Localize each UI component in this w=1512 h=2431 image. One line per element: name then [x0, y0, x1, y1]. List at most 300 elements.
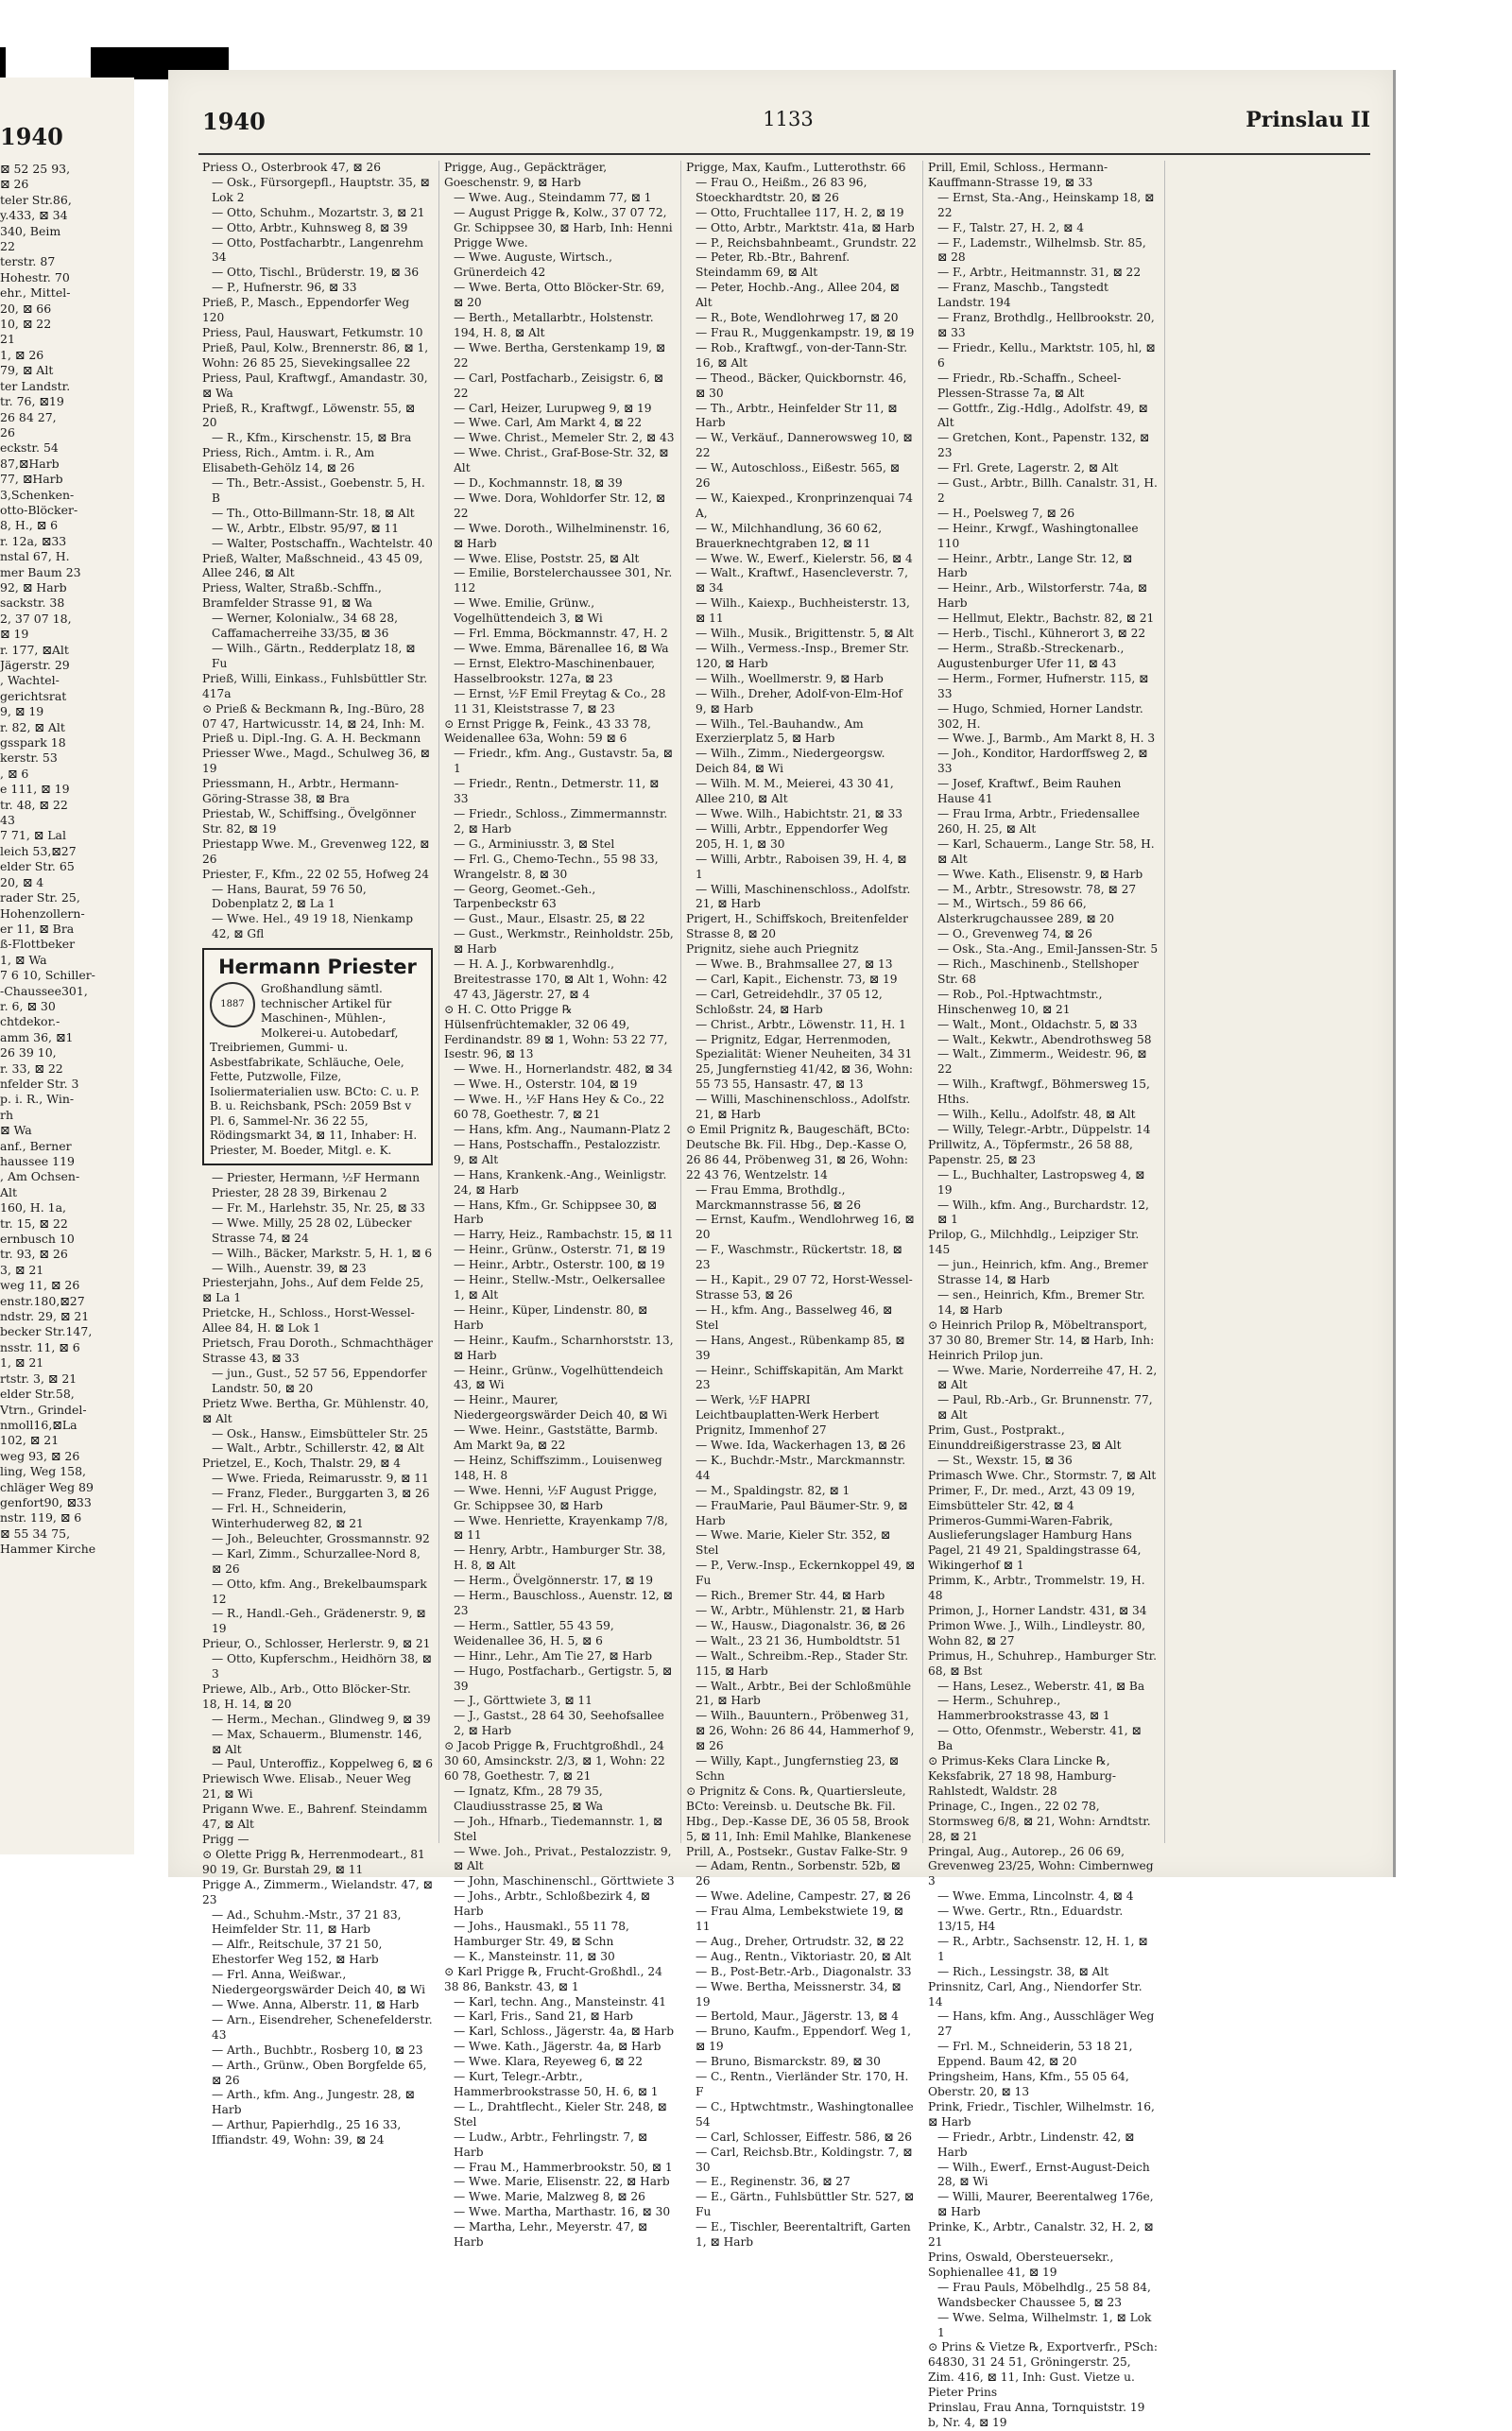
- directory-entry: — Wwe. Hel., 49 19 18, Nienkamp 42, ⊠ Gfl: [212, 912, 413, 941]
- directory-entry: — Carl, Kapit., Eichenstr. 73, ⊠ 19: [696, 972, 898, 986]
- directory-entry: — B., Post-Betr.-Arb., Diagonalstr. 33: [696, 1964, 912, 1978]
- directory-entry: — Friedr., Schloss., Zimmermannstr. 2, ⊠ Harb: [454, 806, 668, 836]
- directory-entry: — Friedr., Kellu., Marktstr. 105, hl, ⊠ 6: [937, 340, 1156, 370]
- directory-entry: — Wilh., Gärtn., Redderplatz 18, ⊠ Fu: [212, 642, 416, 670]
- directory-entry: — Friedr., Rb.-Schaffn., Scheel-Plessen-Strasse 7a, ⊠ Alt: [937, 371, 1122, 400]
- directory-entry: — Osk., Fürsorgepfl., Hauptstr. 35, ⊠ Lok 2: [212, 175, 430, 204]
- directory-entry: — Ernst, Kaufm., Wendlohrweg 16, ⊠ 20: [696, 1213, 915, 1242]
- left-page-line: haussee 119: [0, 1154, 76, 1168]
- left-page-year: 1940: [0, 123, 63, 150]
- left-page-line: 79, ⊠ Alt: [0, 363, 54, 378]
- directory-entry: — H. A. J., Korbwarenhdlg., Breitestrasse 170, ⊠ Alt 1, Wohn: 42 47 43, Jägerstr. 27, ⊠ 4: [454, 957, 668, 1001]
- left-page-line: p. i. R., Win-: [0, 1092, 75, 1107]
- directory-entry: — Hans, Krankenk.-Ang., Weinligstr. 24, ⊠ Harb: [454, 1167, 667, 1197]
- left-page-line: ⊠ Wa: [0, 1123, 32, 1138]
- directory-entry: — J., Gastst., 28 64 30, Seehofsallee 2, ⊠ Harb: [454, 1709, 664, 1738]
- left-page-line: kerstr. 53: [0, 750, 58, 766]
- left-page-line: 43: [0, 813, 15, 828]
- directory-entry: — Heinr., Arbtr., Lange Str. 12, ⊠ Harb: [937, 551, 1133, 580]
- directory-entry: — Wwe. Adeline, Campestr. 27, ⊠ 26: [696, 1889, 911, 1904]
- directory-entry: — H., Poelsweg 7, ⊠ 26: [937, 506, 1075, 520]
- directory-entry: — Frl. Anna, Weißwar., Niedergeorgswärder Deich 40, ⊠ Wi: [212, 1968, 426, 1997]
- directory-entry: — F., Arbtr., Heitmannstr. 31, ⊠ 22: [937, 266, 1142, 280]
- directory-entry: — Hugo, Postfacharb., Gertigstr. 5, ⊠ 39: [454, 1664, 673, 1693]
- directory-entry: Prigge A., Zimmerm., Wielandstr. 47, ⊠ 23: [202, 1877, 433, 1906]
- directory-entry: — Aug., Rentn., Viktoriastr. 20, ⊠ Alt: [696, 1949, 912, 1963]
- page-year: 1940: [202, 108, 266, 135]
- directory-entry: Priewe, Alb., Arb., Otto Blöcker-Str. 18, H. 14, ⊠ 20: [202, 1681, 411, 1711]
- directory-entry: — Karl, Zimm., Schurzallee-Nord 8, ⊠ 26: [212, 1546, 421, 1576]
- directory-entry: — Hans, Lesez., Weberstr. 41, ⊠ Ba: [937, 1679, 1145, 1693]
- directory-entry: Prinke, K., Arbtr., Canalstr. 32, H. 2, ⊠ 21: [928, 2220, 1154, 2250]
- priester-advertisement: [202, 948, 433, 1165]
- directory-entry: — W., Autoschloss., Eißestr. 565, ⊠ 26: [696, 461, 901, 491]
- directory-entry: — Wwe. Henriette, Krayenkamp 7/8, ⊠ 11: [454, 1513, 668, 1543]
- left-page-line: 87,⊠Harb: [0, 456, 60, 471]
- directory-entry: Pringsheim, Hans, Kfm., 55 05 64, Oberstr. 20, ⊠ 13: [928, 2070, 1129, 2098]
- directory-entry: — Martha, Lehr., Meyerstr. 47, ⊠ Harb: [454, 2220, 648, 2250]
- ad-seal-logo: 1887: [210, 982, 255, 1027]
- left-page-line: ter Landstr.: [0, 378, 71, 393]
- directory-entry: Priess, Paul, Hauswart, Fetkumstr. 10: [202, 325, 423, 339]
- directory-entry: — W., Kaiexped., Kronprinzenquai 74 A,: [696, 491, 914, 520]
- directory-entry: — G., Arminiusstr. 3, ⊠ Stel: [454, 836, 615, 851]
- directory-entry: — Priester, Hermann, ½F Hermann Priester, 28 28 39, Birkenau 2: [212, 1171, 421, 1200]
- left-page-line: nfelder Str. 3: [0, 1076, 79, 1091]
- directory-entry: — Friedr., Arbtr., Lindenstr. 42, ⊠ Harb: [937, 2129, 1135, 2159]
- directory-entry: — Hugo, Schmied, Horner Landstr. 302, H.: [937, 701, 1143, 731]
- directory-entry: — Frau O., Heißm., 26 83 96, Stoeckhardtstr. 20, ⊠ 26: [696, 175, 868, 204]
- directory-entry: — Christ., Arbtr., Löwenstr. 11, H. 1: [696, 1017, 906, 1031]
- left-page-line: gerichtsrat: [0, 688, 67, 703]
- directory-entry: — Paul, Unteroffiz., Koppelweg 6, ⊠ 6: [212, 1757, 433, 1771]
- directory-entry: — H., kfm. Ang., Basselweg 46, ⊠ Stel: [696, 1302, 893, 1332]
- left-page-line: terstr. 87: [0, 254, 56, 269]
- directory-entry: Pringal, Aug., Autorep., 26 06 69, Grevenweg 23/25, Wohn: Cimbernweg 3: [928, 1844, 1154, 1888]
- directory-entry: — Wwe. Marie, Norderreihe 47, H. 2, ⊠ Alt: [937, 1363, 1158, 1392]
- directory-entry: — Wwe. Bertha, Meissnerstr. 34, ⊠ 19: [696, 1979, 902, 2009]
- directory-entry: Primus, H., Schuhrep., Hamburger Str. 68, ⊠ Bst: [928, 1648, 1158, 1678]
- directory-entry: — Peter, Hochb.-Ang., Allee 204, ⊠ Alt: [696, 281, 900, 310]
- directory-entry: — W., Arbtr., Mühlenstr. 21, ⊠ Harb: [696, 1604, 904, 1617]
- directory-entry: — Frau Irma, Arbtr., Friedensallee 260, H. 25, ⊠ Alt: [937, 806, 1140, 836]
- directory-entry: — Th., Betr.-Assist., Goebenstr. 5, H. B: [212, 476, 425, 505]
- directory-entry: — Frau Pauls, Möbelhdlg., 25 58 84, Wandsbecker Chaussee 5, ⊠ 23: [937, 2280, 1151, 2309]
- directory-entry: — Wwe. Marie, Kieler Str. 352, ⊠ Stel: [696, 1528, 891, 1558]
- directory-entry: Priesser Wwe., Magd., Schulweg 36, ⊠ 19: [202, 747, 430, 776]
- directory-entry: Priessmann, H., Arbtr., Hermann-Göring-Strasse 38, ⊠ Bra: [202, 777, 399, 806]
- directory-entry: Prinslau, Frau Anna, Tornquiststr. 19 b, Nr. 4, ⊠ 19: [928, 2401, 1145, 2429]
- directory-entry: — Otto, kfm. Ang., Brekelbaumspark 12: [212, 1577, 427, 1606]
- left-page-fragment: [0, 78, 134, 1854]
- directory-entry: — Wilh., Bäcker, Markstr. 5, H. 1, ⊠ 6: [212, 1246, 433, 1260]
- directory-entry: — Wwe. Marie, Malzweg 8, ⊠ 26: [454, 2190, 645, 2204]
- directory-entry: — Walt., Arbtr., Schillerstr. 42, ⊠ Alt: [212, 1441, 424, 1456]
- directory-entry: — Franz, Fleder., Burggarten 3, ⊠ 26: [212, 1487, 430, 1501]
- directory-entry: ⊙ Prignitz & Cons. ℞, Quartiersleute, BCto: Vereinsb. u. Deutsche Bk. Fil. Hbg., Dep.-Kasse DE, 36 05 58, Brook 5, ⊠ 11, Inh: Emil Mahlke, Blankenese: [686, 1784, 912, 1843]
- directory-entry: Prinage, C., Ingen., 22 02 78, Stormsweg 6/8, ⊠ 21, Wohn: Arndtstr. 28, ⊠ 21: [928, 1799, 1151, 1843]
- directory-entry: — Herm., Straßb.-Streckenarb., Augustenburger Ufer 11, ⊠ 43: [937, 642, 1125, 670]
- directory-entry: — Osk., Sta.-Ang., Emil-Janssen-Str. 5: [937, 942, 1159, 957]
- directory-entry: — Heinr., Maurer, Niedergeorgswärder Deich 40, ⊠ Wi: [454, 1393, 668, 1422]
- directory-entry: — Karl, techn. Ang., Mansteinstr. 41: [454, 1994, 666, 2009]
- directory-entry: — W., Hausw., Diagonalstr. 36, ⊠ 26: [696, 1618, 906, 1632]
- directory-entry: — Wwe. Elise, Poststr. 25, ⊠ Alt: [454, 551, 640, 565]
- left-page-line: 7 6 10, Schiller-: [0, 968, 95, 983]
- directory-entry: — P., Reichsbahnbeamt., Grundstr. 22: [696, 235, 917, 250]
- directory-entry: — Wwe. H., Osterstr. 104, ⊠ 19: [454, 1078, 638, 1092]
- directory-entry: Priesterjahn, Johs., Auf dem Felde 25, ⊠ La 1: [202, 1276, 424, 1305]
- left-page-line: leich 53,⊠27: [0, 843, 77, 858]
- directory-entry: — Willy, Kapt., Jungfernstieg 23, ⊠ Schn: [696, 1754, 899, 1783]
- left-page-line: rtstr. 3, ⊠ 21: [0, 1371, 77, 1386]
- directory-entry: — Otto, Postfacharbtr., Langenrehm 34: [212, 235, 423, 265]
- left-page-line: e 111, ⊠ 19: [0, 782, 70, 797]
- directory-entry: Primon Wwe. J., Wilh., Lindleystr. 80, Wohn 82, ⊠ 27: [928, 1618, 1146, 1647]
- directory-entry: — Wwe. Aug., Steindamm 77, ⊠ 1: [454, 190, 652, 204]
- left-page-line: eckstr. 54: [0, 440, 59, 456]
- left-page-line: 1, ⊠ Wa: [0, 952, 47, 967]
- directory-entry: — Wwe. Marie, Elisenstr. 22, ⊠ Harb: [454, 2175, 670, 2189]
- directory-entry: — Wwe. J., Barmb., Am Markt 8, H. 3: [937, 732, 1156, 746]
- left-page-line: 20, ⊠ 4: [0, 874, 44, 889]
- directory-entry: — Wwe. Kath., Jägerstr. 4a, ⊠ Harb: [454, 2040, 662, 2054]
- directory-entry: — Wwe. Berta, Otto Blöcker-Str. 69, ⊠ 20: [454, 281, 665, 310]
- directory-entry: — Wilh., kfm. Ang., Burchardstr. 12, ⊠ 1: [937, 1198, 1149, 1227]
- left-page-line: 7 71, ⊠ Lal: [0, 828, 66, 843]
- directory-entry: — Wwe. W., Ewerf., Kielerstr. 56, ⊠ 4: [696, 551, 913, 565]
- directory-entry: — Friedr., Rentn., Detmerstr. 11, ⊠ 33: [454, 777, 660, 806]
- directory-entry: — Frl. Grete, Lagerstr. 2, ⊠ Alt: [937, 461, 1119, 475]
- directory-entry: — Wwe. Klara, Reyeweg 6, ⊠ 22: [454, 2055, 643, 2069]
- left-page-line: weg 11, ⊠ 26: [0, 1278, 80, 1293]
- directory-entry: Prieß, R., Kraftwgf., Löwenstr. 55, ⊠ 20: [202, 401, 416, 430]
- directory-entry: — Herm., Mechan., Glindweg 9, ⊠ 39: [212, 1712, 431, 1726]
- directory-entry: — Karl, Fris., Sand 21, ⊠ Harb: [454, 2009, 633, 2024]
- directory-entry: — Bertold, Maur., Jägerstr. 13, ⊠ 4: [696, 2009, 899, 2024]
- directory-entry: — Hinr., Lehr., Am Tie 27, ⊠ Harb: [454, 1648, 653, 1663]
- left-page-line: ernbusch 10: [0, 1232, 75, 1247]
- left-page-line: enstr.180,⊠27: [0, 1293, 85, 1308]
- directory-entry: Prilop, G., Milchhdlg., Leipziger Str. 145: [928, 1228, 1140, 1257]
- page-header: [202, 108, 1370, 146]
- left-page-line: -Chaussee301,: [0, 983, 88, 998]
- directory-entry: — Carl, Getreidehdlr., 37 05 12, Schloßstr. 24, ⊠ Harb: [696, 987, 883, 1016]
- directory-entry: — Otto, Arbtr., Kuhnsweg 8, ⊠ 39: [212, 220, 408, 234]
- directory-entry: — Rob., Pol.-Hptwachtmstr., Hinschenweg 10, ⊠ 21: [937, 987, 1103, 1016]
- directory-entry: ⊙ Olette Prigg ℞, Herrenmodeart., 81 90 19, Gr. Burstah 29, ⊠ 11: [202, 1847, 425, 1876]
- directory-entry: — Ludw., Arbtr., Fehrlingstr. 7, ⊠ Harb: [454, 2129, 648, 2159]
- ad-text: Großhandlung sämtl. technischer Artikel für Maschinen-, Mühlen-, Molkerei-u. Autobedarf, Treibriemen, Gummi- u. Asbestfabrikate, Schläuche, Oele, Fette, Putzwolle, Filze, Isoliermaterialien usw. BCto: C. u. P. B. u. Reichsbank, PSch: 2059 Bst v Pl. 6, Sammel-Nr. 36 22 55, Rödingsmarkt 34, ⊠ 11, Inhaber: H. Priester, M. Boeder, Mitgl. e. K.: [210, 982, 420, 1157]
- directory-entry: — Hellmut, Elektr., Bachstr. 82, ⊠ 21: [937, 612, 1155, 626]
- directory-entry: — Wwe. Anna, Alberstr. 11, ⊠ Harb: [212, 1997, 420, 2011]
- directory-entry: — Heinr., Grünw., Vogelhüttendeich 43, ⊠ Wi: [454, 1363, 663, 1392]
- directory-entry: — Friedr., kfm. Ang., Gustavstr. 5a, ⊠ 1: [454, 747, 673, 776]
- directory-entry: Prietz Wwe. Bertha, Gr. Mühlenstr. 40, ⊠ Alt: [202, 1396, 429, 1425]
- directory-entry: — Walt., Kekwtr., Abendrothsweg 58: [937, 1032, 1152, 1046]
- directory-entry: — Gottfr., Zig.-Hdlg., Adolfstr. 49, ⊠ Alt: [937, 401, 1148, 430]
- directory-entry: — Bruno, Kaufm., Eppendorf. Weg 1, ⊠ 19: [696, 2025, 911, 2054]
- directory-entry: — Wwe. Wilh., Habichtstr. 21, ⊠ 33: [696, 806, 902, 820]
- directory-entry: — Wwe. Emilie, Grünw., Vogelhüttendeich 3, ⊠ Wi: [454, 596, 603, 626]
- left-page-line: r. 12a, ⊠33: [0, 533, 67, 548]
- directory-entry: — Herm., Bauschloss., Auenstr. 12, ⊠ 23: [454, 1589, 673, 1617]
- left-page-line: rader Str. 25,: [0, 890, 80, 905]
- directory-entry: — Wwe. B., Brahmsallee 27, ⊠ 13: [696, 957, 893, 972]
- directory-entry: — Walt., Arbtr., Bei der Schloßmühle 21, ⊠ Harb: [696, 1679, 912, 1708]
- directory-entry: — Wwe. Martha, Marthastr. 16, ⊠ 30: [454, 2205, 671, 2219]
- directory-entry: — L., Buchhalter, Lastropsweg 4, ⊠ 19: [937, 1167, 1145, 1197]
- directory-entry: — Arth., Buchbtr., Rosberg 10, ⊠ 23: [212, 2043, 423, 2057]
- left-page-line: anf., Berner: [0, 1138, 72, 1153]
- directory-entry: Prigge, Aug., Gepäckträger, Goeschenstr. 9, ⊠ Harb: [444, 161, 608, 189]
- directory-entry: — Wilh., Zimm., Niedergeorgsw. Deich 84, ⊠ Wi: [696, 747, 885, 776]
- directory-entry: — Rich., Maschinenb., Stellshoper Str. 68: [937, 957, 1139, 986]
- directory-entry: — Willi, Maurer, Beerentalweg 176e, ⊠ Harb: [937, 2190, 1154, 2219]
- directory-entry: — Heinr., Kaufm., Scharnhorststr. 13, ⊠ Harb: [454, 1333, 674, 1362]
- left-page-line: ehr., Mittel-: [0, 285, 71, 301]
- directory-entry: — M., Spaldingstr. 82, ⊠ 1: [696, 1483, 850, 1497]
- directory-entry: — Rich., Lessingstr. 38, ⊠ Alt: [937, 1964, 1109, 1978]
- directory-entry: ⊙ Karl Prigge ℞, Frucht-Großhdl., 24 38 86, Bankstr. 43, ⊠ 1: [444, 1964, 662, 1993]
- left-page-line: mer Baum 23: [0, 564, 81, 579]
- left-page-line: 1, ⊠ 21: [0, 1355, 44, 1371]
- directory-entry: — Joh., Beleuchter, Grossmannstr. 92: [212, 1531, 430, 1545]
- directory-entry: — Willi, Arbtr., Raboisen 39, H. 4, ⊠ 1: [696, 852, 907, 881]
- left-page-line: elder Str.58,: [0, 1387, 75, 1402]
- directory-entry: Priess O., Osterbrook 47, ⊠ 26: [202, 161, 382, 174]
- left-page-line: 102, ⊠ 21: [0, 1433, 60, 1448]
- directory-entry: — Otto, Schuhm., Mozartstr. 3, ⊠ 21: [212, 205, 425, 219]
- directory-entry: Priestab, W., Schiffsing., Övelgönner Str. 82, ⊠ 19: [202, 806, 416, 836]
- directory-entry: — Gust., Werkmstr., Reinholdstr. 25b, ⊠ Harb: [454, 927, 674, 957]
- left-page-line: 26: [0, 424, 15, 440]
- directory-entry: Prietzel, E., Koch, Thalstr. 29, ⊠ 4: [202, 1457, 401, 1471]
- left-page-line: otto-Blöcker-: [0, 502, 78, 517]
- left-page-line: gsspark 18: [0, 735, 66, 750]
- directory-entry: — Wilh., Auenstr. 39, ⊠ 23: [212, 1261, 367, 1275]
- left-page-line: y.433, ⊠ 34: [0, 208, 68, 223]
- directory-entry: — Ignatz, Kfm., 28 79 35, Claudiusstrasse 25, ⊠ Wa: [454, 1784, 604, 1813]
- left-page-line: nsstr. 11, ⊠ 6: [0, 1339, 80, 1354]
- left-page-line: ⊠ 26: [0, 177, 29, 192]
- directory-entry: Prigge, Max, Kaufm., Lutterothstr. 66: [686, 161, 906, 174]
- header-rule: [198, 153, 1370, 155]
- left-page-line: chtdekor.-: [0, 1014, 60, 1029]
- directory-entry: — Hans, Kfm., Gr. Schippsee 30, ⊠ Harb: [454, 1198, 658, 1227]
- directory-entry: — D., Kochmannstr. 18, ⊠ 39: [454, 476, 623, 491]
- directory-entry: — E., Reginenstr. 36, ⊠ 27: [696, 2175, 850, 2189]
- directory-entry: — sen., Heinrich, Kfm., Bremer Str. 14, ⊠ Harb: [937, 1287, 1145, 1317]
- directory-entry: — Wwe. Doroth., Wilhelminenstr. 16, ⊠ Harb: [454, 521, 670, 550]
- directory-entry: — Rich., Bremer Str. 44, ⊠ Harb: [696, 1589, 885, 1603]
- left-page-line: tr. 15, ⊠ 22: [0, 1216, 68, 1231]
- left-page-line: Alt: [0, 1184, 18, 1199]
- directory-entry: — F., Waschmstr., Rückertstr. 18, ⊠ 23: [696, 1243, 902, 1272]
- directory-entry: — Wwe. Ida, Wackerhagen 13, ⊠ 26: [696, 1439, 906, 1453]
- directory-entry: — Carl, Heizer, Lurupweg 9, ⊠ 19: [454, 401, 652, 415]
- directory-entry: — Wwe. Joh., Privat., Pestalozzistr. 9, ⊠ Alt: [454, 1844, 672, 1873]
- left-page-line: 1, ⊠ 26: [0, 347, 44, 362]
- left-page-line: 22: [0, 239, 15, 254]
- directory-entry: — Wwe. Bertha, Gerstenkamp 19, ⊠ 22: [454, 340, 666, 370]
- directory-entry: Primasch Wwe. Chr., Stormstr. 7, ⊠ Alt: [928, 1468, 1157, 1482]
- directory-entry: — Herm., Former, Hufnerstr. 115, ⊠ 33: [937, 671, 1149, 700]
- directory-entry: — Wilh., Kellu., Adolfstr. 48, ⊠ Alt: [937, 1108, 1136, 1122]
- directory-entry: — Heinr., Arbtr., Osterstr. 100, ⊠ 19: [454, 1258, 665, 1272]
- directory-entry: — Wilh., Dreher, Adolf-von-Elm-Hof 9, ⊠ Harb: [696, 686, 902, 716]
- left-page-line: nstr. 119, ⊠ 6: [0, 1510, 82, 1526]
- directory-entry: — Joh., Hfnarb., Tiedemannstr. 1, ⊠ Stel: [454, 1814, 663, 1843]
- directory-entry: — Adam, Rentn., Sorbenstr. 52b, ⊠ 26: [696, 1859, 901, 1888]
- left-page-line: 2, 37 07 18,: [0, 611, 72, 626]
- page-number: 1133: [763, 108, 814, 130]
- directory-entry: — Heinr., Schiffskapitän, Am Markt 23: [696, 1363, 903, 1392]
- directory-entry: — Karl, Schloss., Jägerstr. 4a, ⊠ Harb: [454, 2025, 675, 2039]
- directory-entry: — Paul, Rb.-Arb., Gr. Brunnenstr. 77, ⊠ Alt: [937, 1393, 1153, 1422]
- left-page-line: ⊠ 55 34 75,: [0, 1526, 71, 1541]
- directory-entry: — Wilh. M. M., Meierei, 43 30 41, Allee 210, ⊠ Alt: [696, 777, 894, 806]
- directory-entry: ⊙ Ernst Prigge ℞, Feink., 43 33 78, Weidenallee 63a, Wohn: 59 ⊠ 6: [444, 716, 651, 746]
- directory-entry: — jun., Gust., 52 57 56, Eppendorfer Landstr. 50, ⊠ 20: [212, 1366, 427, 1395]
- directory-entry: — Wwe. Gertr., Rtn., Eduardstr. 13/15, H4: [937, 1905, 1124, 1934]
- directory-entry: — L., Drahtflecht., Kieler Str. 248, ⊠ Stel: [454, 2099, 667, 2129]
- left-page-line: 10, ⊠ 22: [0, 317, 52, 332]
- directory-entry: — Wwe. Milly, 25 28 02, Lübecker Strasse 74, ⊠ 24: [212, 1216, 412, 1245]
- left-page-line: nmoll16,⊠La: [0, 1417, 77, 1432]
- directory-entry: — Frl. H., Schneiderin, Winterhuderweg 82, ⊠ 21: [212, 1502, 364, 1530]
- directory-entry: — Ernst, Sta.-Ang., Heinskamp 18, ⊠ 22: [937, 190, 1155, 219]
- directory-entry: — Frl. Emma, Böckmannstr. 47, H. 2: [454, 627, 668, 641]
- directory-entry: — Georg, Geomet.-Geh., Tarpenbeckstr 63: [454, 882, 596, 911]
- directory-entry: — Ernst, Elektro-Maschinenbauer, Hasselbrookstr. 127a, ⊠ 23: [454, 656, 656, 685]
- directory-entry: — Th., Otto-Billmann-Str. 18, ⊠ Alt: [212, 506, 415, 520]
- directory-entry: — Fr. M., Harlehstr. 35, Nr. 25, ⊠ 33: [212, 1200, 425, 1215]
- directory-entry: — Max, Schauerm., Blumenstr. 146, ⊠ Alt: [212, 1727, 422, 1756]
- directory-entry: — Heinr., Arb., Wilstorferstr. 74a, ⊠ Harb: [937, 581, 1147, 611]
- directory-entry: — Emilie, Borstelerchaussee 301, Nr. 112: [454, 566, 673, 595]
- left-page-line: 3,Schenken-: [0, 487, 75, 502]
- directory-entry: — Rob., Kraftwgf., von-der-Tann-Str. 16, ⊠ Alt: [696, 340, 908, 370]
- directory-entry: ⊙ Prins & Vietze ℞, Exportverfr., PSch: 64830, 31 24 51, Gröningerstr. 25, Zim. 416, ⊠ 11, Inh: Gust. Vietze u. Pieter Prins: [928, 2340, 1158, 2400]
- directory-entry: — Heinr., Stellw.-Mstr., Oelkersallee 1, ⊠ Alt: [454, 1273, 665, 1302]
- directory-entry: — Frau M., Hammerbrookstr. 50, ⊠ 1: [454, 2160, 673, 2174]
- directory-entry: — Arth., Grünw., Oben Borgfelde 65, ⊠ 26: [212, 2058, 427, 2087]
- directory-entry: — Carl, Schlosser, Eiffestr. 586, ⊠ 26: [696, 2129, 912, 2144]
- directory-entry: — W., Arbtr., Elbstr. 95/97, ⊠ 11: [212, 521, 399, 535]
- directory-entry: — R., Bote, Wendlohrweg 17, ⊠ 20: [696, 311, 899, 325]
- directory-entry: — Wwe. Dora, Wohldorfer Str. 12, ⊠ 22: [454, 491, 666, 520]
- directory-entry: — FrauMarie, Paul Bäumer-Str. 9, ⊠ Harb: [696, 1498, 908, 1527]
- directory-entry: — August Prigge ℞, Kolw., 37 07 72, Gr. Schippsee 30, ⊠ Harb, Inh: Henni Prigge Wwe.: [454, 205, 673, 250]
- directory-entry: — Herm., Sattler, 55 43 59, Weidenallee 36, H. 5, ⊠ 6: [454, 1618, 614, 1647]
- left-page-line: sackstr. 38: [0, 595, 65, 611]
- left-page-line: 26 39 10,: [0, 1045, 57, 1060]
- directory-entry: — Walt., Kraftwf., Hasencleverstr. 7, ⊠ 34: [696, 566, 909, 595]
- directory-entry: — Wwe. H., Hornerlandstr. 482, ⊠ 34: [454, 1062, 673, 1077]
- directory-entry: — Wwe. Selma, Wilhelmstr. 1, ⊠ Lok 1: [937, 2310, 1152, 2339]
- directory-entry: — Wwe. Henni, ½F August Prigge, Gr. Schippsee 30, ⊠ Harb: [454, 1483, 658, 1512]
- directory-entry: — Osk., Hansw., Eimsbütteler Str. 25: [212, 1426, 428, 1440]
- directory-entry: Priess, Rich., Amtm. i. R., Am Elisabeth-Gehölz 14, ⊠ 26: [202, 446, 375, 475]
- directory-entry: — Wwe. Auguste, Wirtsch., Grünerdeich 42: [454, 250, 613, 280]
- directory-entry: — H., Kapit., 29 07 72, Horst-Wessel-Strasse 53, ⊠ 26: [696, 1273, 913, 1302]
- directory-entry: Prigert, H., Schiffskoch, Breitenfelder Strasse 8, ⊠ 20: [686, 912, 908, 941]
- left-page-line: Hohenzollern-: [0, 905, 85, 921]
- directory-entry: Primeros-Gummi-Waren-Fabrik, Auslieferungslager Hamburg Hans Pagel, 21 49 21, Spaldingstrasse 64, Wikingerhof ⊠ 1: [928, 1513, 1142, 1573]
- left-page-line: genfort90, ⊠33: [0, 1494, 92, 1509]
- directory-entry: Prink, Friedr., Tischler, Wilhelmstr. 16, ⊠ Harb: [928, 2099, 1155, 2129]
- directory-entry: — J., Görttwiete 3, ⊠ 11: [454, 1694, 593, 1708]
- directory-entry: — Wwe. Heinr., Gaststätte, Barmb. Am Markt 9a, ⊠ 22: [454, 1423, 659, 1453]
- left-page-line: ß-Flottbeker: [0, 937, 76, 952]
- left-page-line: tr. 48, ⊠ 22: [0, 797, 68, 812]
- directory-entry: — Heinz, Schiffszimm., Louisenweg 148, H. 8: [454, 1453, 662, 1482]
- directory-entry: Prieß, Paul, Kolw., Brennerstr. 86, ⊠ 1, Wohn: 26 85 25, Sievekingsallee 22: [202, 340, 429, 370]
- page-name-range: Prinslau II: [1246, 108, 1370, 132]
- directory-entry: — Wilh., Musik., Brigittenstr. 5, ⊠ Alt: [696, 627, 914, 641]
- left-page-line: , Wachtel-: [0, 673, 60, 688]
- directory-entry: Prieß, Willi, Einkass., Fuhlsbüttler Str. 417a: [202, 671, 428, 700]
- left-page-line: 340, Beim: [0, 223, 61, 238]
- directory-entry: — Werner, Kolonialw., 34 68 28, Caffamacherreihe 33/35, ⊠ 36: [212, 612, 398, 641]
- directory-entry: — Kurt, Telegr.-Arbtr., Hammerbrookstrasse 50, H. 6, ⊠ 1: [454, 2070, 659, 2098]
- directory-entry: — Ernst, ½F Emil Freytag & Co., 28 11 31, Kleiststrasse 7, ⊠ 23: [454, 686, 666, 716]
- directory-entry: — Otto, Tischl., Brüderstr. 19, ⊠ 36: [212, 266, 420, 280]
- directory-entry: — Johs., Arbtr., Schloßbezirk 4, ⊠ Harb: [454, 1889, 650, 1919]
- directory-entry: Prietsch, Frau Doroth., Schmachthäger Strasse 43, ⊠ 33: [202, 1336, 433, 1365]
- left-page-line: ⊠ 52 25 93,: [0, 162, 71, 176]
- directory-entry: ⊙ Prieß & Beckmann ℞, Ing.-Büro, 28 07 47, Hartwicusstr. 14, ⊠ 24, Inh: M. Prieß u. Dipl.-Ing. G. A. H. Beckmann: [202, 701, 425, 746]
- directory-entry: — O., Grevenweg 74, ⊠ 26: [937, 927, 1092, 941]
- directory-entry: — Wwe. Christ., Graf-Bose-Str. 32, ⊠ Alt: [454, 446, 669, 475]
- directory-entry: — F., Lademstr., Wilhelmsb. Str. 85, ⊠ 28: [937, 235, 1146, 265]
- directory-entry: — Gust., Arbtr., Billh. Canalstr. 31, H. 2: [937, 476, 1158, 505]
- directory-entry: — Ad., Schuhm.-Mstr., 37 21 83, Heimfelder Str. 11, ⊠ Harb: [212, 1907, 402, 1937]
- left-page-line: ndstr. 29, ⊠ 21: [0, 1309, 90, 1324]
- directory-entry: Prins, Oswald, Obersteuersekr., Sophienallee 41, ⊠ 19: [928, 2250, 1114, 2279]
- directory-entry: ⊙ Primus-Keks Clara Lincke ℞, Keksfabrik, 27 18 98, Hamburg-Rahlstedt, Waldstr. 28: [928, 1754, 1116, 1798]
- directory-entry: — jun., Heinrich, kfm. Ang., Bremer Strasse 14, ⊠ Harb: [937, 1258, 1148, 1287]
- directory-entry: — Prignitz, Edgar, Herrenmoden, Spezialität: Wiener Neuheiten, 34 31 25, Jungfernstieg 41/42, ⊠ 36, Wohn: 55 73 55, Hansastr. 47, ⊠ 13: [696, 1032, 914, 1092]
- left-page-line: amm 36, ⊠1: [0, 1029, 74, 1044]
- left-page-line: r. 6, ⊠ 30: [0, 998, 56, 1013]
- left-page-line: becker Str.147,: [0, 1324, 93, 1339]
- directory-entry: — Berth., Metallarbtr., Holstenstr. 194, H. 8, ⊠ Alt: [454, 311, 654, 339]
- column-1: [197, 161, 439, 2147]
- directory-entry: — Harry, Heiz., Rambachstr. 15, ⊠ 11: [454, 1228, 674, 1242]
- directory-entry: — Otto, Arbtr., Marktstr. 41a, ⊠ Harb: [696, 220, 915, 234]
- directory-entry: ⊙ Emil Prignitz ℞, Baugeschäft, BCto: Deutsche Bk. Fil. Hbg., Dep.-Kasse O, 26 86 44, Pröbenweg 31, ⊠ 26, Wohn: 22 43 76, Wentzelstr. 14: [686, 1123, 910, 1181]
- directory-entry: — Joh., Konditor, Hardorffsweg 2, ⊠ 33: [937, 747, 1148, 776]
- directory-entry: — Peter, Rb.-Btr., Bahrenf. Steindamm 69, ⊠ Alt: [696, 250, 850, 280]
- left-page-line: Vtrn., Grindel-: [0, 1402, 87, 1417]
- left-page-line: r. 82, ⊠ Alt: [0, 719, 65, 734]
- directory-entry: — Wilh., Ewerf., Ernst-August-Deich 28, ⊠ Wi: [937, 2160, 1150, 2189]
- left-page-line: 26 84 27,: [0, 409, 57, 424]
- directory-entry: Priess, Walter, Straßb.-Schffn., Bramfelder Strasse 91, ⊠ Wa: [202, 581, 382, 611]
- left-page-line: teler Str.86,: [0, 192, 72, 207]
- directory-entry: — Hans, kfm. Ang., Ausschläger Weg 27: [937, 2009, 1155, 2039]
- directory-entry: — Franz, Maschb., Tangstedt Landstr. 194: [937, 281, 1108, 310]
- left-page-line: 160, H. 1a,: [0, 1200, 67, 1216]
- directory-entry: — R., Arbtr., Sachsenstr. 12, H. 1, ⊠ 1: [937, 1934, 1148, 1963]
- left-page-line: ling, Weg 158,: [0, 1464, 87, 1479]
- directory-entry: Primon, J., Horner Landstr. 431, ⊠ 34: [928, 1604, 1147, 1617]
- directory-entry: — R., Handl.-Geh., Grädenerstr. 9, ⊠ 19: [212, 1607, 426, 1636]
- directory-entry: — John, Maschinenschl., Görttwiete 3: [454, 1874, 675, 1888]
- left-page-line: r. 177, ⊠Alt: [0, 642, 69, 657]
